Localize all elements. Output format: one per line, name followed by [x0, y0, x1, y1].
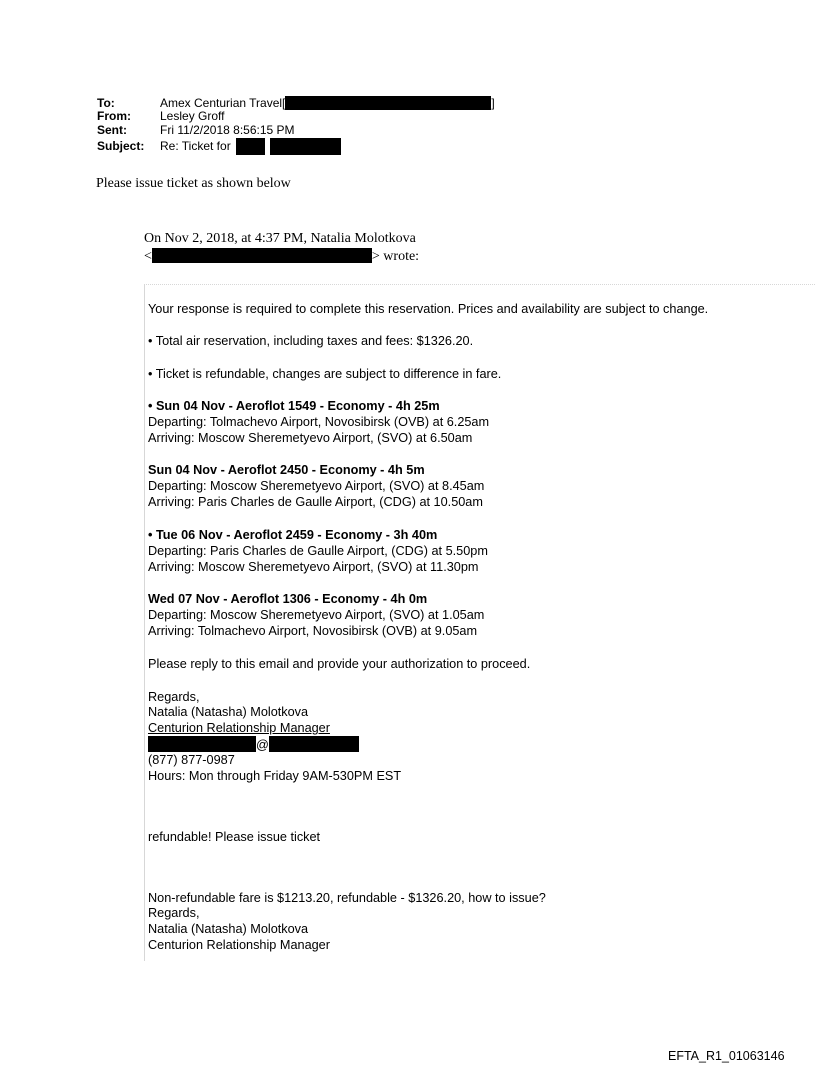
fare-question: Non-refundable fare is $1213.20, refundable - $1326.20, how to issue? — [148, 891, 546, 905]
earlier-reply: refundable! Please issue ticket — [148, 830, 321, 844]
document-id: EFTA_R1_01063146 — [668, 1049, 785, 1063]
flight-title: Wed 07 Nov - Aeroflot 1306 - Economy - 4h 0m — [148, 592, 428, 606]
to-close: ] — [491, 96, 495, 110]
regards-2: Regards, — [148, 906, 200, 920]
signature-name-2: Natalia (Natasha) Molotkova — [148, 922, 309, 936]
redaction-block — [152, 248, 372, 263]
signature-hours: Hours: Mon through Friday 9AM-530PM EST — [148, 769, 402, 783]
redaction-block — [285, 96, 491, 110]
flight-arriving: Arriving: Tolmachevo Airport, Novosibirsk (OVB) at 9.05am — [148, 624, 478, 638]
to-label: To: — [97, 96, 115, 110]
signature-phone: (877) 877-0987 — [148, 753, 235, 767]
flight-departing: Departing: Tolmachevo Airport, Novosibirsk (OVB) at 6.25am — [148, 415, 490, 429]
flight-departing: Departing: Moscow Sheremetyevo Airport, (SVO) at 1.05am — [148, 608, 485, 622]
flight-title: Sun 04 Nov - Aeroflot 2450 - Economy - 4h 5m — [148, 463, 425, 477]
subject-row — [97, 138, 341, 155]
subject-label: Subject: — [97, 139, 145, 153]
quote-intro: Your response is required to complete this reservation. Prices and availability are subject to change. — [148, 302, 709, 316]
signature-email — [148, 736, 359, 753]
redaction-block — [270, 138, 341, 155]
quote-refundable: • Ticket is refundable, changes are subject to difference in fare. — [148, 367, 502, 381]
to-value: Amex Centurian Travel[ — [160, 96, 286, 110]
signature-name: Natalia (Natasha) Molotkova — [148, 705, 309, 719]
subject-value: Re: Ticket for — [160, 139, 231, 153]
reply-request: Please reply to this email and provide your authorization to proceed. — [148, 657, 531, 671]
flight-title: • Tue 06 Nov - Aeroflot 2459 - Economy - 3h 40m — [148, 528, 438, 542]
flight-arriving: Arriving: Paris Charles de Gaulle Airport, (CDG) at 10.50am — [148, 495, 483, 509]
attribution-close: > wrote: — [371, 249, 420, 264]
attribution-sender — [144, 248, 419, 265]
quote-total: • Total air reservation, including taxes and fees: $1326.20. — [148, 334, 474, 348]
signature-role-2: Centurion Relationship Manager — [148, 938, 330, 952]
signature-role: Centurion Relationship Manager — [148, 721, 330, 735]
redaction-block — [269, 736, 359, 752]
redaction-block — [148, 736, 256, 752]
to-row — [97, 96, 495, 110]
from-value: Lesley Groff — [160, 109, 225, 123]
sent-label: Sent: — [97, 123, 127, 137]
sent-row — [97, 124, 295, 137]
message-line: Please issue ticket as shown below — [96, 176, 291, 191]
from-row — [97, 110, 224, 123]
regards: Regards, — [148, 690, 200, 704]
email-at: @ — [256, 738, 269, 752]
flight-departing: Departing: Moscow Sheremetyevo Airport, (SVO) at 8.45am — [148, 479, 485, 493]
quoted-message — [144, 284, 816, 961]
flight-departing: Departing: Paris Charles de Gaulle Airport, (CDG) at 5.50pm — [148, 544, 488, 558]
attribution-line: On Nov 2, 2018, at 4:37 PM, Natalia Molotkova — [144, 231, 416, 246]
flight-title: • Sun 04 Nov - Aeroflot 1549 - Economy - 4h 25m — [148, 399, 440, 413]
sent-value: Fri 11/2/2018 8:56:15 PM — [160, 123, 295, 137]
flight-arriving: Arriving: Moscow Sheremetyevo Airport, (SVO) at 6.50am — [148, 431, 473, 445]
from-label: From: — [97, 109, 131, 123]
attribution-open: < — [144, 249, 152, 264]
flight-arriving: Arriving: Moscow Sheremetyevo Airport, (SVO) at 11.30pm — [148, 560, 479, 574]
redaction-block — [236, 138, 265, 155]
